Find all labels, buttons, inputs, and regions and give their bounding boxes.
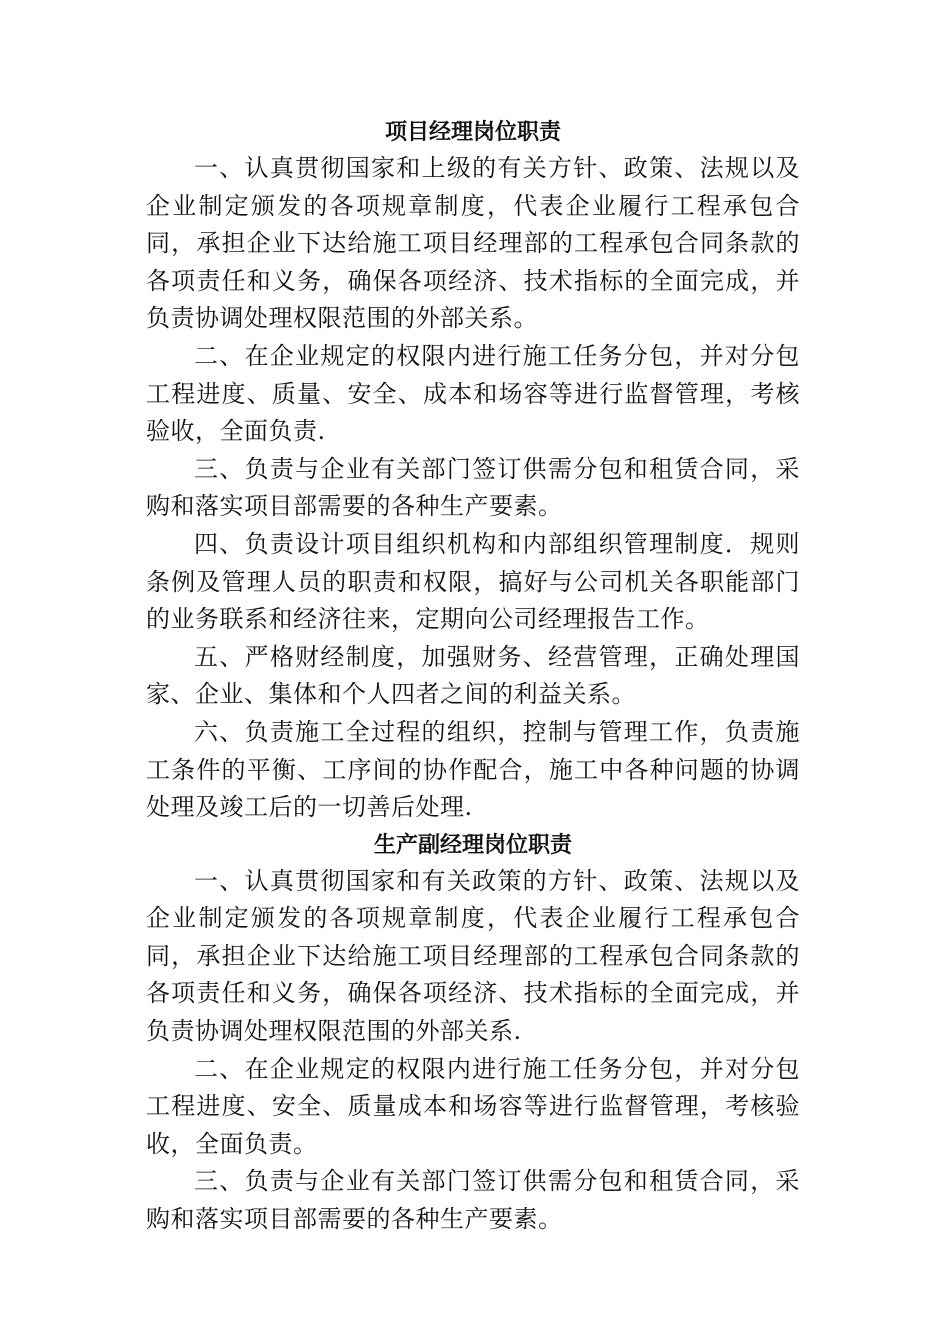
paragraph: 一、认真贯彻国家和上级的有关方针、政策、法规以及企业制定颁发的各项规章制度，代表企业履行工程承包合同，承担企业下达给施工项目经理部的工程承包合同条款的各项责任和义务，确保各项经济、技术指标的全面完成，并负责协调处理权限范围的外部关系。: [146, 154, 800, 333]
paragraph: 一、认真贯彻国家和有关政策的方针、政策、法规以及企业制定颁发的各项规章制度，代表企业履行工程承包合同，承担企业下达给施工项目经理部的工程承包合同条款的各项责任和义务，确保各项经济、技术指标的全面完成，并负责协调处理权限范围的外部关系.: [146, 866, 800, 1046]
paragraph: 二、在企业规定的权限内进行施工任务分包，并对分包工程进度、安全、质量成本和场容等进行监督管理，考核验收，全面负责。: [146, 1054, 800, 1158]
paragraph: 三、负责与企业有关部门签订供需分包和租赁合同，采购和落实项目部需要的各种生产要素。: [146, 454, 800, 521]
document-page: [146, 114, 800, 1239]
paragraph: 二、在企业规定的权限内进行施工任务分包，并对分包工程进度、质量、安全、成本和场容等进行监督管理，考核验收，全面负责.: [146, 341, 800, 446]
section-title-project-manager: 项目经理岗位职责: [384, 119, 561, 145]
paragraph: 五、严格财经制度，加强财务、经营管理，正确处理国家、企业、集体和个人四者之间的利益关系。: [146, 642, 800, 709]
paragraph: 四、负责设计项目组织机构和内部组织管理制度．规则条例及管理人员的职责和权限，搞好与公司机关各职能部门的业务联系和经济往来，定期向公司经理报告工作。: [146, 529, 800, 634]
paragraph: 六、负责施工全过程的组织，控制与管理工作，负责施工条件的平衡、工序间的协作配合，施工中各种问题的协调处理及竣工后的一切善后处理.: [146, 717, 800, 822]
section-title-production-deputy-manager: 生产副经理岗位职责: [373, 831, 572, 858]
paragraph: 三、负责与企业有关部门签订供需分包和租赁合同，采购和落实项目部需要的各种生产要素。: [146, 1167, 800, 1234]
